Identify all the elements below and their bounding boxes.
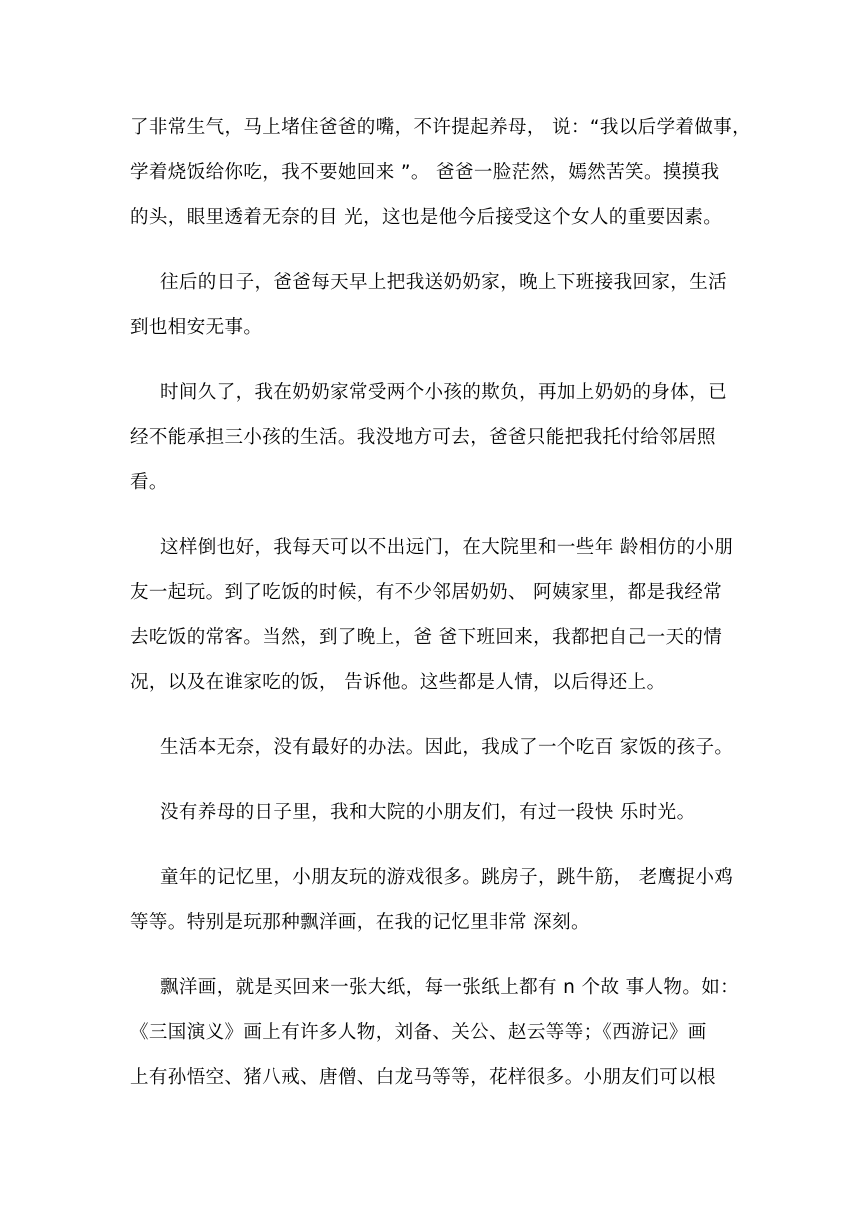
text-line: 等等。特别是玩那种飘洋画，在我的记忆里非常 深刻。: [130, 912, 590, 933]
text-line: 生活本无奈，没有最好的办法。因此，我成了一个吃百 家饭的孩子。: [160, 737, 734, 758]
text-line: 看。: [130, 472, 168, 493]
text-line: 到也相安无事。: [130, 317, 263, 338]
text-line: 童年的记忆里，小朋友玩的游戏很多。跳房子，跳牛筋， 老鹰捉小鸡: [160, 867, 734, 888]
text-line: 友一起玩。到了吃饭的时候，有不少邻居奶奶、 阿姨家里，都是我经常: [130, 582, 723, 603]
text-line: 往后的日子，爸爸每天早上把我送奶奶家，晚上下班接我回家，生活: [160, 272, 728, 293]
text-line: 没有养母的日子里，我和大院的小朋友们，有过一段快 乐时光。: [160, 802, 696, 823]
text-line: 《三国演义》画上有许多人物，刘备、关公、赵云等等；《西游记》画: [130, 1022, 707, 1043]
text-line: 上有孙悟空、猪八戒、唐僧、白龙马等等，花样很多。小朋友们可以根: [130, 1067, 716, 1088]
text-line: 去吃饭的常客。当然，到了晚上，爸 爸下班回来，我都把自己一天的情: [130, 627, 723, 648]
text-line: 学着烧饭给你吃，我不要她回来 ”。 爸爸一脸茫然，嫣然苦笑。摸摸我: [130, 162, 720, 183]
text-line: 飘洋画，就是买回来一张大纸，每一张纸上都有 n 个故 事人物。如：: [160, 977, 740, 998]
text-line: 了非常生气，马上堵住爸爸的嘴，不许提起养母， 说：“我以后学着做事，: [130, 117, 752, 138]
text-line: 经不能承担三小孩的生活。我没地方可去，爸爸只能把我托付给邻居照: [130, 427, 716, 448]
text-line: 这样倒也好，我每天可以不出远门，在大院里和一些年 龄相仿的小朋: [160, 537, 734, 558]
text-line: 时间久了，我在奶奶家常受两个小孩的欺负，再加上奶奶的身体，已: [160, 382, 728, 403]
text-line: 的头，眼里透着无奈的目 光，这也是他今后接受这个女人的重要因素。: [130, 207, 723, 228]
text-line: 况，以及在谁家吃的饭， 告诉他。这些都是人情，以后得还上。: [130, 672, 666, 693]
